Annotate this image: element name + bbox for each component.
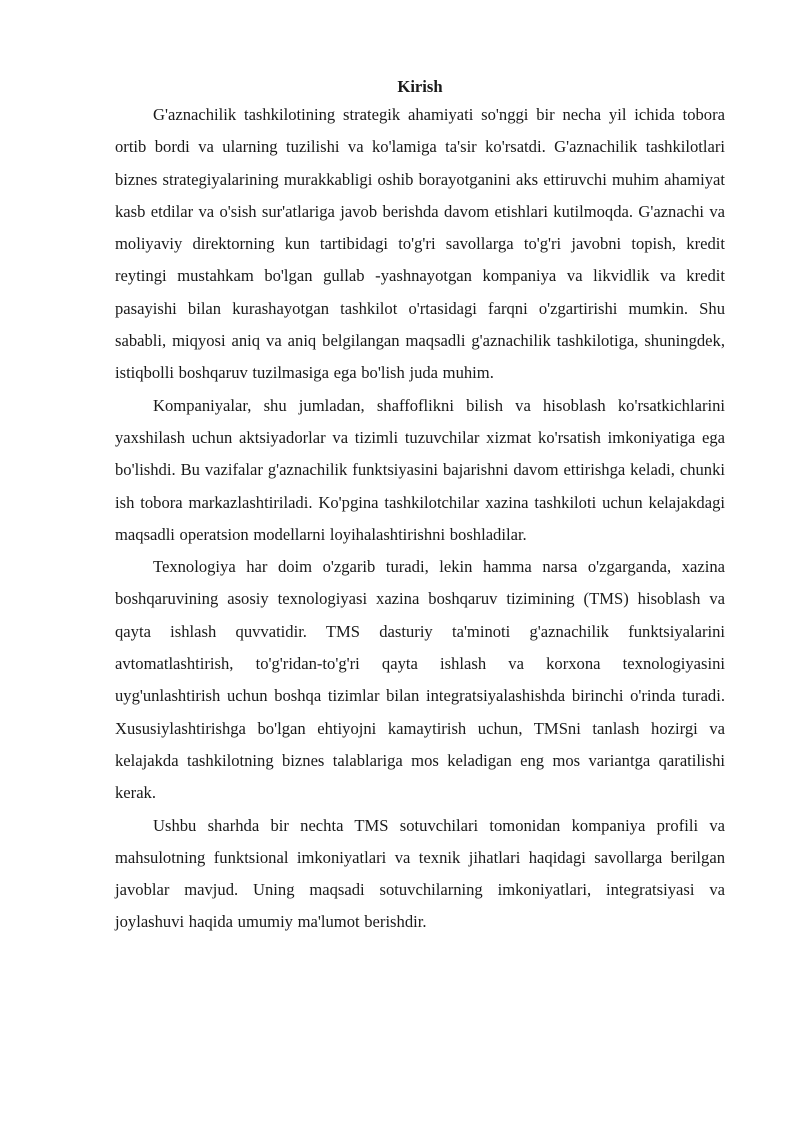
paragraph-companies: Kompaniyalar, shu jumladan, shaffoflikni bilish va hisoblash ko'rsatkichlarini yaxshilash uchun aktsiyadorlar va tizimli tuzuvchilar xizmat ko'rsatish imkoniyatiga ega bo'lishdi. Bu vazifalar g'aznachilik funktsiyasini bajarishni davom ettirishga keladi, chunki ish tobora markazlashtiriladi. Ko'pgina tashkilotchilar xazina tashkiloti uchun kelajakdagi maqsadli operatsion modellarni loyihalashtirishni boshladilar. (115, 395, 725, 544)
paragraph-review: Ushbu sharhda bir nechta TMS sotuvchilari tomonidan kompaniya profili va mahsulotning funktsional imkoniyatlari va texnik jihatlari haqidagi savollarga berilgan javoblar mavjud. Uning maqsadi sotuvchilarning imkoniyatlari, integratsiyasi va joylashuvi haqida umumiy ma'lumot berishdir. (115, 815, 725, 932)
document-title: Kirish (397, 77, 443, 96)
paragraph-intro: G'aznachilik tashkilotining strategik ahamiyati so'nggi bir necha yil ichida tobora ortib bordi va ularning tuzilishi va ko'lamiga ta'sir ko'rsatdi. G'aznachilik tashkilotlari biznes strategiyalarining murakkabligi oshib borayotganini aks ettiruvchi muhim ahamiyat kasb etdilar va o'sish sur'atlariga javob berishda davom etishlari kutilmoqda. G'aznachi va moliyaviy direktorning kun tartibidagi to'g'ri savollarga to'g'ri javobni topish, kredit reytingi mustahkam bo'lgan gullab -yashnayotgan kompaniya va likvidlik va kredit pasayishi bilan kurashayotgan tashkilot o'rtasidagi farqni o'zgartirishi mumkin. Shu sababli, miqyosi aniq va aniq belgilangan maqsadli g'aznachilik tashkilotiga, shuningdek, istiqbolli boshqaruv tuzilmasiga ega bo'lish juda muhim. (115, 105, 725, 383)
document-body (115, 77, 725, 939)
paragraph-technology: Texnologiya har doim o'zgarib turadi, lekin hamma narsa o'zgarganda, xazina boshqaruvining asosiy texnologiyasi xazina boshqaruv tizimining (TMS) hisoblash va qayta ishlash quvvatidir. TMS dasturiy ta'minoti g'aznachilik funktsiyalarini avtomatlashtirish, to'g'ridan-to'g'ri qayta ishlash va korxona texnologiyasini uyg'unlashtirish uchun boshqa tizimlar bilan integratsiyalashishda birinchi o'rinda turadi. Xususiylashtirishga bo'lgan ehtiyojni kamaytirish uchun, TMSni tanlash hozirgi va kelajakda tashkilotning biznes talablariga mos keladigan eng mos variantga qaratilishi kerak. (115, 557, 725, 803)
